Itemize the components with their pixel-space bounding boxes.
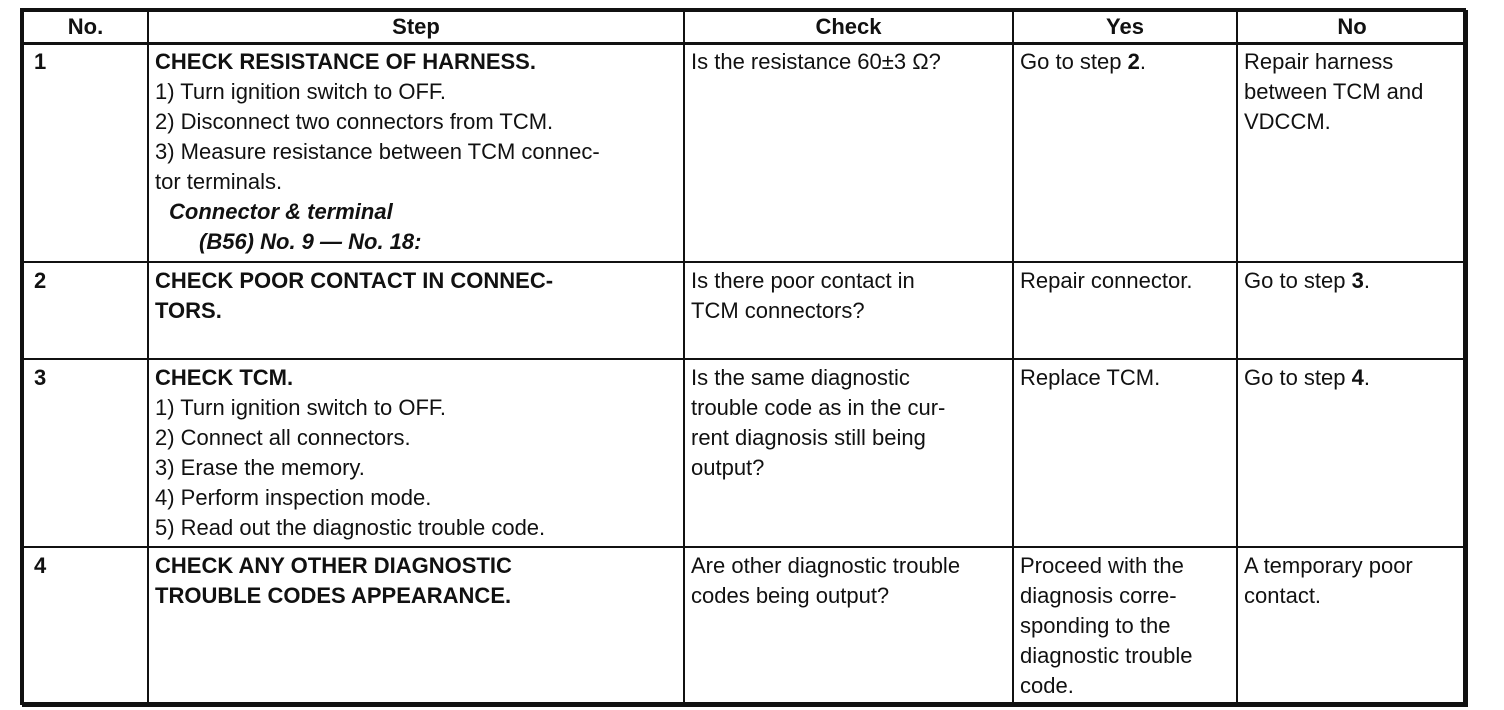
step-number: 2 [23,262,148,359]
header-yes: Yes [1013,11,1237,44]
yes-cell: Repair connector. [1013,262,1237,359]
no-prefix: Go to step [1244,365,1352,390]
yes-line: code. [1020,673,1074,698]
step-number: 1 [23,44,148,263]
check-line: TCM connectors? [691,298,865,323]
step-cell [148,44,684,263]
step-instruction: 1) Turn ignition switch to OFF. [155,79,446,104]
step-instruction: 5) Read out the diagnostic trouble code. [155,515,546,540]
table-row [23,44,1467,263]
yes-line: sponding to the [1020,613,1171,638]
step-reference: 4 [1351,365,1364,390]
step-instruction: 1) Turn ignition switch to OFF. [155,395,446,420]
yes-suffix: . [1139,49,1146,74]
no-line: VDCCM. [1244,109,1331,134]
spec-label: Connector & terminal [169,199,393,224]
step-title: TROUBLE CODES APPEARANCE. [155,583,512,608]
step-cell [148,262,684,359]
yes-line: Proceed with the [1020,553,1184,578]
step-reference: 3 [1351,268,1364,293]
yes-line: diagnostic trouble [1020,643,1193,668]
check-line: codes being output? [691,583,890,608]
yes-cell [1013,547,1237,706]
step-reference: 2 [1127,49,1140,74]
yes-prefix: Go to step [1020,49,1128,74]
check-cell [684,547,1013,706]
no-line: A temporary poor [1244,553,1413,578]
no-cell [1237,547,1467,706]
table-row [23,359,1467,547]
step-number: 3 [23,359,148,547]
diagnostic-procedure-table [22,10,1468,707]
step-title: TORS. [155,298,222,323]
check-line: Is the same diagnostic [691,365,910,390]
yes-cell [1013,44,1237,263]
no-line: Repair harness [1244,49,1394,74]
no-line: contact. [1244,583,1322,608]
step-instruction: 3) Measure resistance between TCM connec- [155,139,600,164]
check-line: Is there poor contact in [691,268,915,293]
check-line: Are other diagnostic trouble [691,553,961,578]
yes-cell: Replace TCM. [1013,359,1237,547]
header-step: Step [148,11,684,44]
yes-line: diagnosis corre- [1020,583,1177,608]
step-title: CHECK POOR CONTACT IN CONNEC- [155,268,554,293]
no-cell [1237,359,1467,547]
table-row [23,262,1467,359]
table-header-row [23,11,1467,44]
check-line: trouble code as in the cur- [691,395,946,420]
step-instruction: 4) Perform inspection mode. [155,485,432,510]
check-cell [684,359,1013,547]
step-cell [148,547,684,706]
step-title: CHECK RESISTANCE OF HARNESS. [155,49,536,74]
no-suffix: . [1363,365,1370,390]
check-cell: Is the resistance 60±3 Ω? [684,44,1013,263]
no-line: between TCM and [1244,79,1424,104]
check-line: rent diagnosis still being [691,425,926,450]
header-no: No. [23,11,148,44]
table-row [23,547,1467,706]
step-instruction: 2) Connect all connectors. [155,425,411,450]
step-number: 4 [23,547,148,706]
step-title: CHECK TCM. [155,365,294,390]
no-cell [1237,262,1467,359]
header-no-result: No [1237,11,1467,44]
step-title: CHECK ANY OTHER DIAGNOSTIC [155,553,512,578]
step-instruction: 2) Disconnect two connectors from TCM. [155,109,554,134]
header-check: Check [684,11,1013,44]
step-instruction: tor terminals. [155,169,283,194]
check-cell [684,262,1013,359]
step-cell [148,359,684,547]
check-line: output? [691,455,765,480]
no-suffix: . [1363,268,1370,293]
step-instruction: 3) Erase the memory. [155,455,365,480]
no-prefix: Go to step [1244,268,1352,293]
no-cell [1237,44,1467,263]
spec-value: (B56) No. 9 — No. 18: [199,229,422,254]
